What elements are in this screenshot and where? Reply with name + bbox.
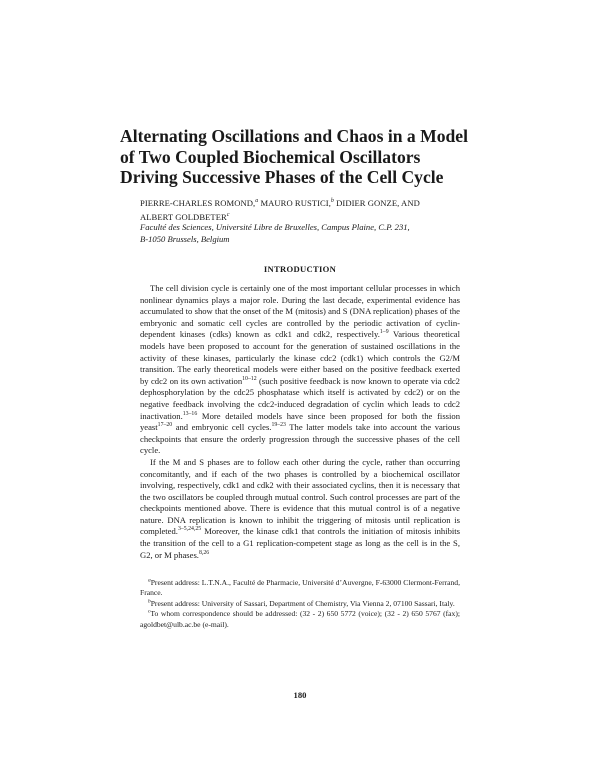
author-rustici: MAURO RUSTICI, (258, 197, 331, 208)
citation-1: 1–9 (379, 329, 389, 336)
section-heading: INTRODUCTION (263, 264, 337, 274)
citation-5: 19–23 (271, 422, 286, 429)
title-line-1: Alternating Oscillations and Chaos in a Model (120, 126, 469, 146)
footnote-a (140, 578, 460, 599)
author-goldbeter: ALBERT GOLDBETER (140, 211, 227, 222)
author-mark-a: a (255, 198, 259, 204)
citation-4: 17–20 (157, 422, 173, 429)
footnote-mark-b: b (148, 598, 151, 605)
p2-text-1: If the M and S phases are to follow each other during the cycle, rather than occurring concomitantly, and if each of the two phases is controlled by a biochemical oscillator involving, respectively, cdk1 and cdk2 with their associated cyclins, then it is necessary that the two oscillators be coupled through mutual control. Such control processes are part of the checkpoints mentioned above. There is evidence that this mutual control is of a negative nature. DNA replication is known to inhibit the triggering of mitosis until replication is completed. (140, 456, 460, 537)
author-romond: PIERRE-CHARLES ROMOND, (140, 197, 256, 208)
p1-text-4: More detailed models have since been proposed for both the fission yeast (140, 410, 460, 433)
footnote-b (140, 599, 460, 609)
title-line-2: of Two Coupled Biochemical Oscillators (120, 146, 421, 167)
p1-text-2: Various theoretical models have been proposed to account for the generation of sustained oscillations in the activity of these kinases, particularly the kinase cdc2 (cdk1) which controls the G2/M transition. The early theoretical models were either based on the positive feedback exerted by cdc2 on its own activation (140, 329, 460, 386)
author-gonze: DIDIER GONZE, AND (333, 197, 420, 208)
citation-2: 10–12 (242, 375, 257, 382)
body-text (140, 283, 460, 561)
footnotes (140, 578, 460, 630)
p1-text-1: The cell division cycle is certainly one of the most important cellular processes in which nonlinear dynamics plays a major role. During the last decade, experimental evidence has accumulated to show that the onset of the M (mitosis) and S (DNA replication) phases of the embryonic and somatic cell cycles are controlled by the periodic activation of cyclin-dependent kinases (cdks) known as cdk1 and cdk2, respectively. (140, 283, 460, 340)
paper-title (120, 126, 500, 188)
affiliation-line-2: B-1050 Brussels, Belgium (140, 234, 230, 244)
paragraph-1 (140, 283, 460, 457)
affiliation-line-1: Faculté des Sciences, Université Libre de Bruxelles, Campus Plaine, C.P. 231, (140, 222, 410, 232)
footnote-b-text: Present address: University of Sassari, Department of Chemistry, Via Vienna 2, 07100 Sassari, Italy. (150, 598, 455, 608)
p1-text-6: The latter models take into account the various checkpoints that ensure the orderly progression through the successive phases of the cell cycle. (140, 422, 460, 456)
p1-text-3: (such positive feedback is now known to operate via cdc2 dephosphorylation by the cdc25 phosphatase which itself is activated by cdc2) or on the negative feedback involving the cdc2-induced degradation of cyclin which leads to cdc2 inactivation. (140, 375, 460, 421)
p1-text-5: and embryonic cell cycles. (172, 422, 272, 433)
author-list (140, 195, 460, 223)
author-mark-b: b (330, 198, 334, 204)
footnote-a-text: Present address: L.T.N.A., Faculté de Pharmacie, Université d’Auvergne, F-63000 Clermont-Ferrand, France. (140, 578, 460, 598)
footnote-mark-a: a (148, 577, 151, 584)
citation-7: 8,26 (198, 549, 210, 556)
title-line-3: Driving Successive Phases of the Cell Cycle (120, 167, 444, 187)
paragraph-2 (140, 457, 460, 561)
footnote-mark-c: c (148, 608, 151, 615)
affiliation (140, 221, 470, 245)
footnote-c (140, 609, 460, 630)
author-mark-c: c (226, 211, 230, 218)
citation-3: 13–16 (182, 410, 198, 417)
footnote-c-text: To whom correspondence should be addressed: (32 - 2) 650 5772 (voice); (32 - 2) 650 5767 (fax); agoldbet@ulb.ac.be (e-mail). (140, 609, 460, 629)
page-number: 180 (293, 690, 307, 700)
citation-6: 3–5,24,25 (177, 526, 202, 533)
p2-text-2: Moreover, the kinase cdk1 that controls the initiation of mitosis inhibits the transition of the cell to a G1 replication-competent stage as long as the cell is in the S, G2, or M phases. (140, 526, 460, 560)
